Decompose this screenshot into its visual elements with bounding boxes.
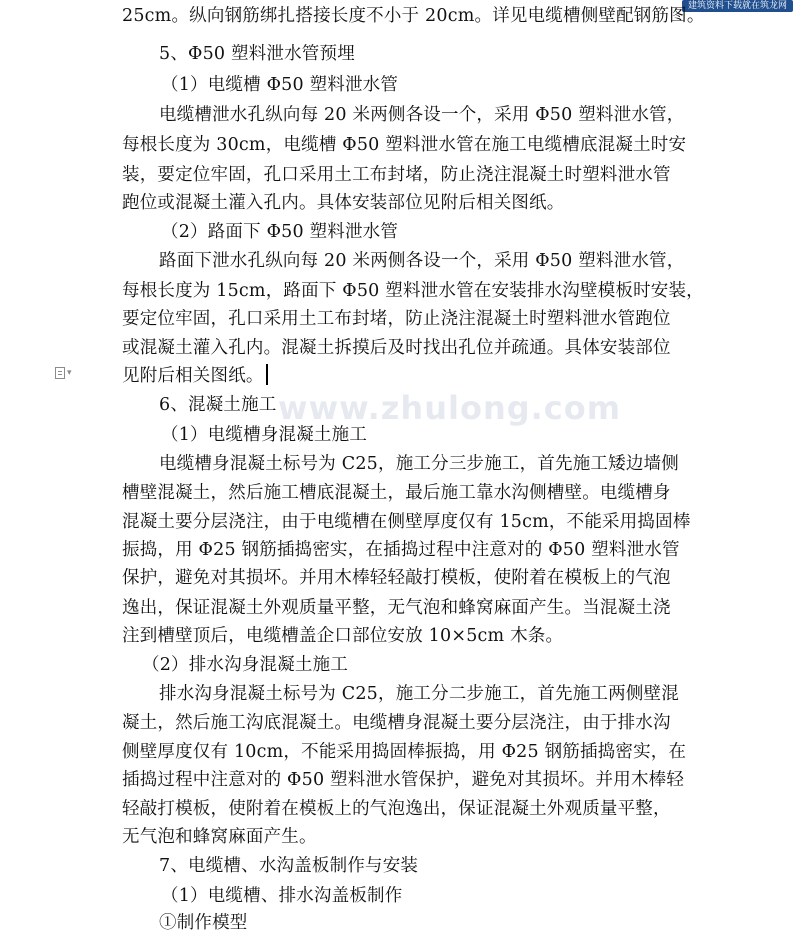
- body-line: 电缆槽身混凝土标号为 C25，施工分三步施工，首先施工矮边墙侧: [159, 454, 679, 474]
- body-line: 25cm。纵向钢筋绑扎搭接长度不小于 20cm。详见电缆槽侧壁配钢筋图。: [122, 6, 705, 26]
- body-line: 槽壁混凝土，然后施工槽底混凝土，最后施工靠水沟侧槽壁。电缆槽身: [122, 483, 671, 503]
- paragraph-options-icon[interactable]: ▾: [55, 366, 81, 380]
- text-cursor: [266, 364, 268, 385]
- subheading: （1）电缆槽 Φ50 塑料泄水管: [161, 75, 399, 95]
- subheading: ①制作模型: [159, 913, 248, 933]
- body-line: 轻敲打模板，使附着在模板上的气泡逸出，保证混凝土外观质量平整，: [122, 799, 671, 819]
- body-line: 注到槽壁顶后，电缆槽盖企口部位安放 10×5cm 木条。: [122, 626, 564, 646]
- body-line: 保护，避免对其损坏。并用木棒轻轻敲打模板，使附着在模板上的气泡: [122, 568, 671, 588]
- body-line: 跑位或混凝土灌入孔内。具体安装部位见附后相关图纸。: [122, 193, 565, 213]
- body-line-text: 见附后相关图纸。: [122, 366, 264, 386]
- body-line: 混凝土要分层浇注，由于电缆槽在侧壁厚度仅有 15cm，不能采用捣固棒: [122, 512, 691, 532]
- body-line: 路面下泄水孔纵向每 20 米两侧各设一个，采用 Φ50 塑料泄水管，: [159, 251, 685, 271]
- body-line: 排水沟身混凝土标号为 C25，施工分二步施工，首先施工两侧壁混: [159, 684, 679, 704]
- body-line: 逸出，保证混凝土外观质量平整，无气泡和蜂窝麻面产生。当混凝土浇: [122, 598, 671, 618]
- subheading: （1）电缆槽、排水沟盖板制作: [161, 886, 403, 906]
- body-line: 侧壁厚度仅有 10cm，不能采用捣固棒振捣，用 Φ25 钢筋插捣密实，在: [122, 742, 687, 762]
- watermark-badge: 建筑资料下载就在筑龙网: [682, 0, 793, 12]
- heading-5: 5、Φ50 塑料泄水管预埋: [159, 44, 355, 64]
- body-line: 振捣，用 Φ25 钢筋插捣密实，在插捣过程中注意对的 Φ50 塑料泄水管: [122, 540, 680, 560]
- body-line: 装，要定位牢固，孔口采用土工布封堵，防止浇注混凝土时塑料泄水管: [122, 165, 671, 185]
- heading-7: 7、电缆槽、水沟盖板制作与安装: [159, 856, 419, 876]
- watermark-text: www.zhulong.com: [278, 389, 622, 427]
- subheading: （2）路面下 Φ50 塑料泄水管: [161, 222, 399, 242]
- body-line: 无气泡和蜂窝麻面产生。: [122, 827, 317, 847]
- subheading: （1）电缆槽身混凝土施工: [161, 425, 368, 445]
- body-line: 或混凝土灌入孔内。混凝土拆摸后及时找出孔位并疏通。具体安装部位: [122, 338, 671, 358]
- body-line: 每根长度为 15cm，路面下 Φ50 塑料泄水管在安装排水沟壁模板时安装，: [122, 281, 704, 301]
- body-line-with-cursor[interactable]: [122, 362, 268, 391]
- subheading: （2）排水沟身混凝土施工: [142, 655, 349, 675]
- body-line: 电缆槽泄水孔纵向每 20 米两侧各设一个，采用 Φ50 塑料泄水管，: [159, 105, 685, 125]
- heading-6: 6、混凝土施工: [159, 395, 277, 415]
- body-line: 凝土，然后施工沟底混凝土。电缆槽身混凝土要分层浇注，由于排水沟: [122, 713, 671, 733]
- body-line: 插捣过程中注意对的 Φ50 塑料泄水管保护，避免对其损坏。并用木棒轻: [122, 770, 685, 790]
- body-line: 要定位牢固，孔口采用土工布封堵，防止浇注混凝土时塑料泄水管跑位: [122, 309, 671, 329]
- body-line: 每根长度为 30cm，电缆槽 Φ50 塑料泄水管在施工电缆槽底混凝土时安: [122, 135, 687, 155]
